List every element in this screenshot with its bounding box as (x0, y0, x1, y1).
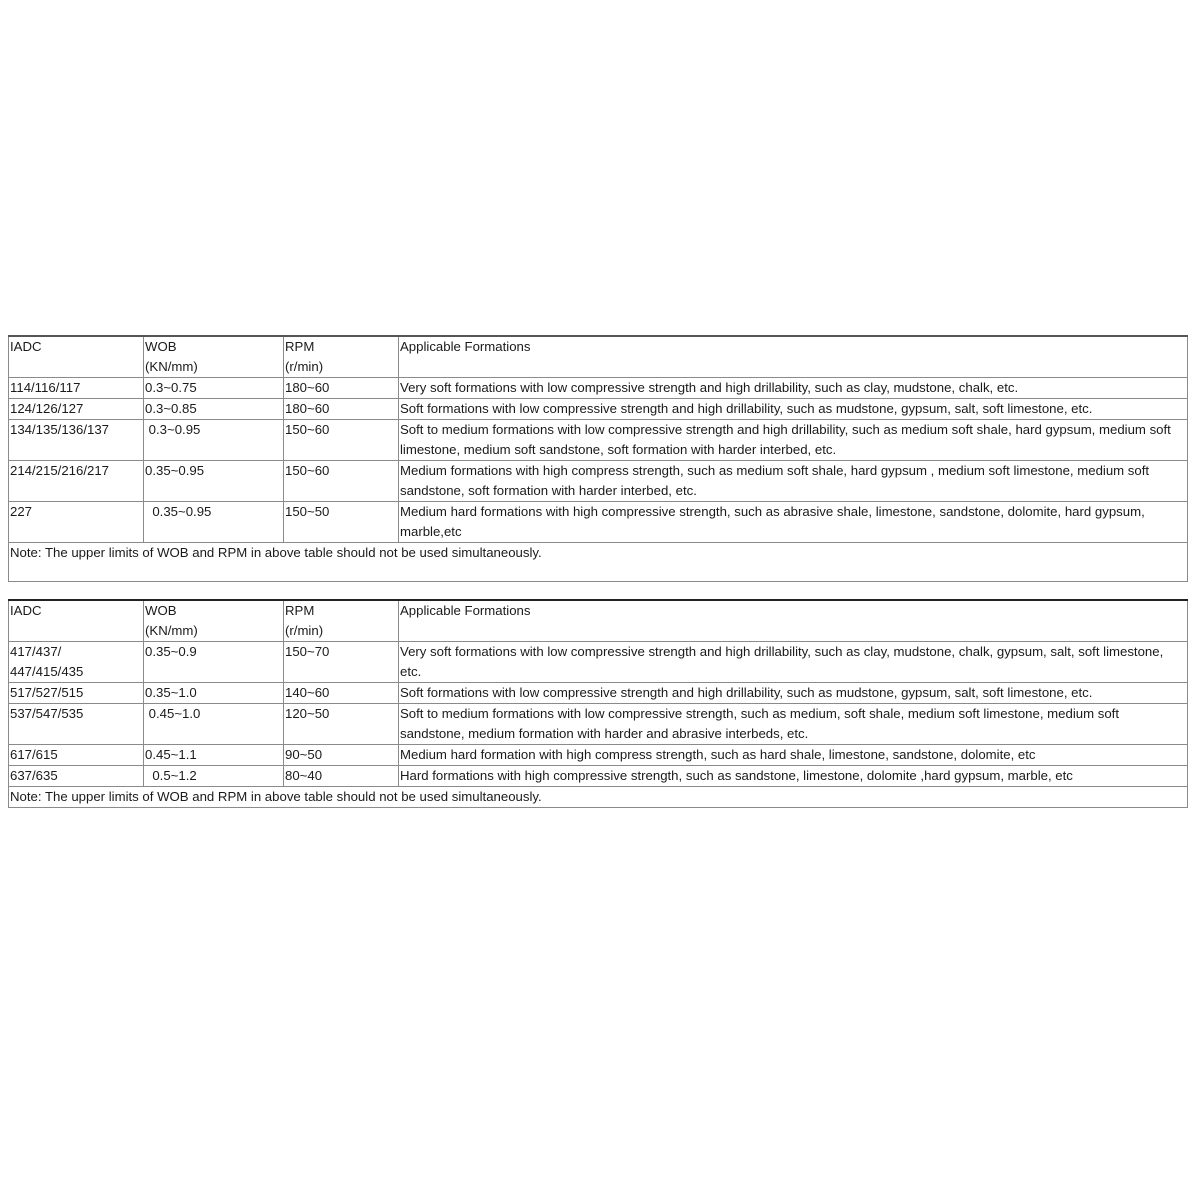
cell-wob: 0.35~0.9 (144, 642, 284, 683)
header-row (9, 600, 1188, 642)
cell-iadc: 637/635 (9, 766, 144, 787)
table-note: Note: The upper limits of WOB and RPM in above table should not be used simultaneously. (9, 543, 1188, 582)
cell-wob: 0.35~0.95 (144, 461, 284, 502)
cell-rpm: 120~50 (284, 704, 399, 745)
cell-rpm: 90~50 (284, 745, 399, 766)
cell-wob: 0.3~0.85 (144, 399, 284, 420)
table-row (9, 502, 1188, 543)
header-wob: WOB (KN/mm) (144, 600, 284, 642)
cell-formations: Hard formations with high compressive strength, such as sandstone, limestone, dolomite ,hard gypsum, marble, etc (399, 766, 1188, 787)
iadc-table-2 (8, 599, 1188, 808)
header-row (9, 336, 1188, 378)
cell-wob: 0.3~0.75 (144, 378, 284, 399)
cell-formations: Medium hard formations with high compressive strength, such as abrasive shale, limestone, sandstone, dolomite, hard gypsum, marble,etc (399, 502, 1188, 543)
header-wob: WOB (KN/mm) (144, 336, 284, 378)
cell-iadc: 227 (9, 502, 144, 543)
iadc-table-1 (8, 335, 1188, 582)
header-iadc: IADC (9, 600, 144, 642)
header-rpm: RPM (r/min) (284, 600, 399, 642)
cell-wob: 0.35~1.0 (144, 683, 284, 704)
cell-formations: Very soft formations with low compressive strength and high drillability, such as clay, mudstone, chalk, etc. (399, 378, 1188, 399)
cell-rpm: 150~50 (284, 502, 399, 543)
cell-wob: 0.3~0.95 (144, 420, 284, 461)
cell-iadc: 214/215/216/217 (9, 461, 144, 502)
table-row (9, 378, 1188, 399)
cell-iadc: 617/615 (9, 745, 144, 766)
note-row (9, 543, 1188, 582)
header-iadc: IADC (9, 336, 144, 378)
cell-rpm: 150~60 (284, 420, 399, 461)
table-note: Note: The upper limits of WOB and RPM in above table should not be used simultaneously. (9, 787, 1188, 808)
cell-formations: Very soft formations with low compressive strength and high drillability, such as clay, mudstone, chalk, gypsum, salt, soft limestone, etc. (399, 642, 1188, 683)
cell-wob: 0.45~1.1 (144, 745, 284, 766)
cell-formations: Medium formations with high compress strength, such as medium soft shale, hard gypsum , medium soft limestone, medium soft sandstone, soft formation with harder interbed, etc. (399, 461, 1188, 502)
header-formations: Applicable Formations (399, 336, 1188, 378)
cell-formations: Soft formations with low compressive strength and high drillability, such as mudstone, gypsum, salt, soft limestone, etc. (399, 683, 1188, 704)
table-row (9, 642, 1188, 683)
table-row (9, 461, 1188, 502)
table-row (9, 399, 1188, 420)
cell-formations: Medium hard formation with high compress strength, such as hard shale, limestone, sandstone, dolomite, etc (399, 745, 1188, 766)
note-row (9, 787, 1188, 808)
cell-formations: Soft to medium formations with low compressive strength, such as medium, soft shale, medium soft limestone, medium soft sandstone, medium formation with harder and abrasive interbeds, etc. (399, 704, 1188, 745)
header-formations: Applicable Formations (399, 600, 1188, 642)
table-row (9, 766, 1188, 787)
cell-iadc: 537/547/535 (9, 704, 144, 745)
cell-iadc: 114/116/117 (9, 378, 144, 399)
cell-iadc: 124/126/127 (9, 399, 144, 420)
cell-rpm: 150~60 (284, 461, 399, 502)
cell-rpm: 150~70 (284, 642, 399, 683)
header-rpm: RPM (r/min) (284, 336, 399, 378)
cell-formations: Soft formations with low compressive strength and high drillability, such as mudstone, gypsum, salt, soft limestone, etc. (399, 399, 1188, 420)
cell-rpm: 140~60 (284, 683, 399, 704)
table-row (9, 420, 1188, 461)
table-row (9, 683, 1188, 704)
cell-iadc: 417/437/ 447/415/435 (9, 642, 144, 683)
cell-iadc: 134/135/136/137 (9, 420, 144, 461)
cell-wob: 0.35~0.95 (144, 502, 284, 543)
cell-rpm: 180~60 (284, 399, 399, 420)
cell-formations: Soft to medium formations with low compressive strength and high drillability, such as medium soft shale, hard gypsum, medium soft limestone, medium soft sandstone, soft formation with harder interbed, etc. (399, 420, 1188, 461)
cell-rpm: 80~40 (284, 766, 399, 787)
cell-wob: 0.45~1.0 (144, 704, 284, 745)
cell-wob: 0.5~1.2 (144, 766, 284, 787)
cell-iadc: 517/527/515 (9, 683, 144, 704)
table-row (9, 745, 1188, 766)
table-row (9, 704, 1188, 745)
cell-rpm: 180~60 (284, 378, 399, 399)
